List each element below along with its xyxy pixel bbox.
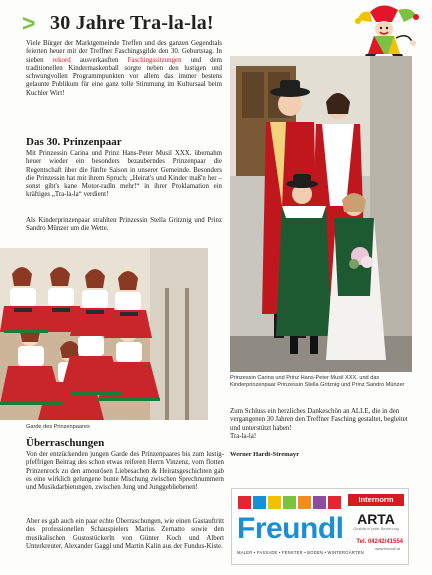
intro-text-2: ausverkauften bbox=[79, 56, 119, 64]
internorm-badge: Internorm bbox=[348, 494, 404, 506]
garde-photo bbox=[0, 248, 208, 420]
color-square bbox=[313, 496, 326, 509]
ueberraschungen-paragraph-2: Aber es gab auch ein paar echte Überraschungen, wie einen Gastauftritt des professionellen Schauspielers Marius Zernatto sowie den musikalischen Gustostückerln von Günter Koch und Albert Unterkreuter, Alexander Gaggl und Martin Kalin aus der Fundus-Kiste. bbox=[26, 518, 224, 550]
color-square bbox=[283, 496, 296, 509]
color-square bbox=[328, 496, 341, 509]
arta-wordmark: ARTA bbox=[357, 511, 395, 527]
intro-text-3: und dem traditionellen Kindermaskenball sorgte neben den lustigen und schwungvollen Programmpunkten vor allem das immer bestens gelaunte Publikum für eine ganz tolle Stimmung im Kultursaal beim Kuchler Wirt! bbox=[26, 56, 222, 97]
color-square bbox=[253, 496, 266, 509]
ad-website-link[interactable]: www.freundl.at bbox=[375, 547, 400, 551]
garde-caption: Garde des Prinzenpaares bbox=[26, 424, 90, 430]
author-signature: Werner Hardt-Stremayr bbox=[230, 451, 300, 458]
ad-phone: Tel. 04242/41554 bbox=[356, 539, 403, 545]
freundl-advertisement[interactable] bbox=[231, 488, 409, 565]
color-square bbox=[298, 496, 311, 509]
color-square bbox=[268, 496, 281, 509]
closing-text-block bbox=[230, 408, 410, 441]
page-title: 30 Jahre Tra-la-la! bbox=[50, 12, 214, 34]
freundl-logo: Freundl bbox=[237, 512, 344, 545]
intro-highlight-word: rekord bbox=[52, 56, 71, 64]
intro-text: Viele Bürger der Marktgemeinde Treffen und des ganzen Gegendtals feierten heuer mit der Treffner Faschingsgilde den 30. Geburtstag. In sieben bbox=[26, 40, 222, 64]
closing-tralala: Tra-la-la! bbox=[230, 432, 257, 440]
ad-services: MALER • FASSADE • FENSTER • BODEN • WINTERGÄRTEN bbox=[237, 550, 364, 555]
arta-logo bbox=[349, 511, 403, 531]
intro-paragraph bbox=[26, 40, 222, 98]
color-square bbox=[238, 496, 251, 509]
section-heading-prinzenpaar: Das 30. Prinzenpaar bbox=[26, 136, 122, 148]
section-heading-ueberraschungen: Überraschungen bbox=[26, 437, 105, 449]
title-arrow-icon: > bbox=[22, 10, 36, 36]
arta-tagline: Qualität in jeder Beziehung bbox=[353, 527, 399, 531]
ad-color-squares bbox=[238, 496, 341, 509]
closing-thanks: Zum Schluss ein herzliches Dankeschön an ALLE, die in den vergangenen 30 Jahren den Treffner Fasching gestaltet, begleitet und unterstützt haben! bbox=[230, 408, 408, 432]
prinzenpaar-paragraph: Mit Prinzessin Carina und Prinz Hans-Peter Musil XXX. übernahm heuer wieder ein besonders bezauberndes Prinzenpaar die Regentschaft über die fünfte Saison in unserer Gemeinde. Besonders die Prinzessin hat mit ihrem Spruch: „Heirat's und Kinder maß'n her – sonst gibt's kane Motor-radln mehr!“ in ihrer Proklamation ein kräftiges „Tra-la-la“ verdient! bbox=[26, 150, 222, 199]
intro-highlight-phrase: Faschingssitzungen bbox=[127, 56, 182, 64]
prinzenpaar-photo bbox=[230, 56, 412, 372]
ueberraschungen-paragraph-1: Von der entzückenden jungen Garde des Prinzenpaares bis zum lustig-pfeffrigen Beitrag des schon etwas reiferen Herrn Vinzenz, vom flotten Prinzenrock zu den amourösen Liebesachen & Heiratsgeschichten gab es eine wirklich gelungene bunte Mischung zwischen Sprechnummern und Musikdarbietungen, zwischen Jung und Junggebliebenen! bbox=[26, 451, 224, 492]
prinzenpaar-caption: Prinzessin Carina und Prinz Hans-Peter Musil XXX. und das Kinderprinzenpaar Prinzessin Stella Gritznig und Prinz Sandro Münzer bbox=[230, 375, 405, 388]
jester-mascot-illustration bbox=[352, 2, 424, 60]
kinderprinzenpaar-paragraph: Als Kinderprinzenpaar strahlten Prinzessin Stella Gritznig und Prinz Sandro Münzer um die Wette. bbox=[26, 217, 222, 233]
